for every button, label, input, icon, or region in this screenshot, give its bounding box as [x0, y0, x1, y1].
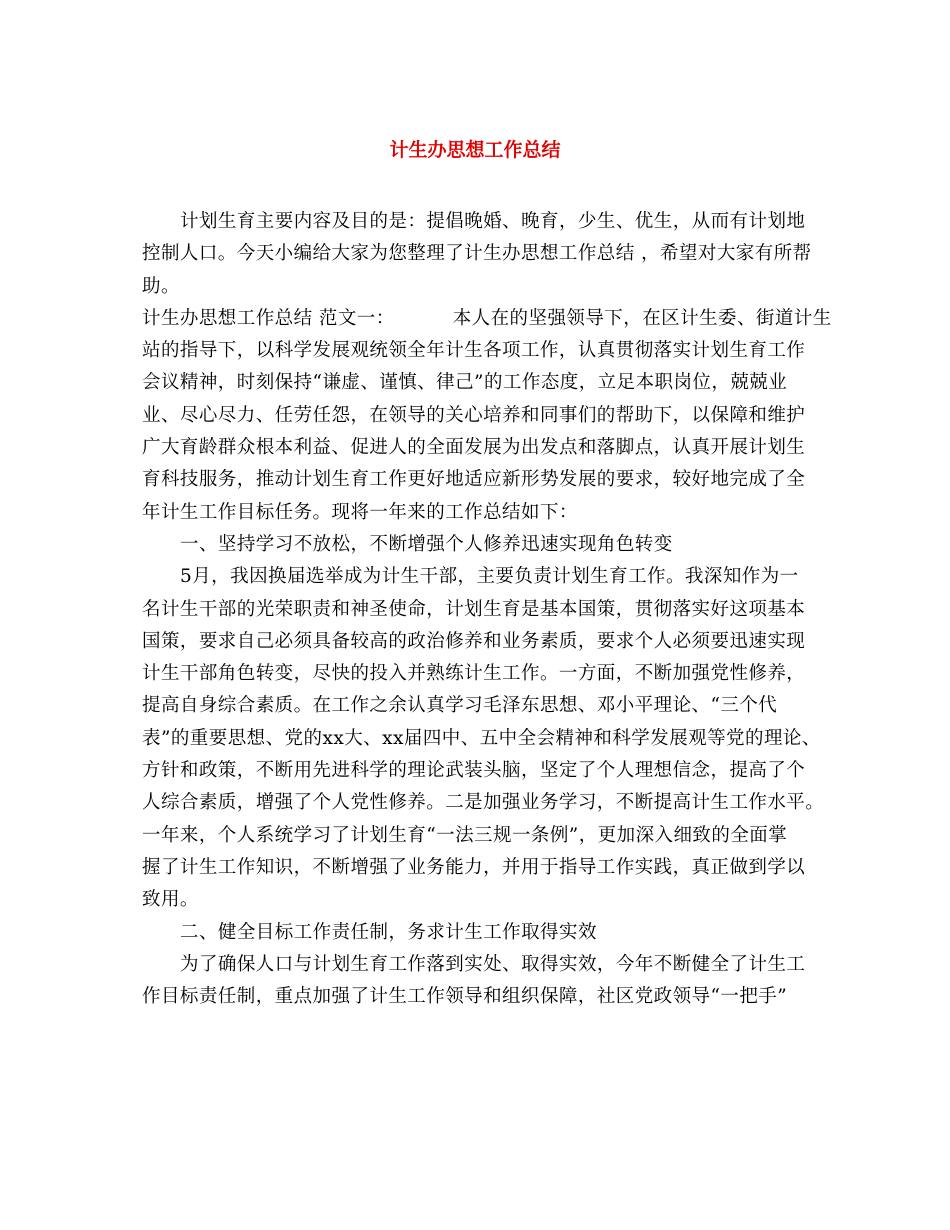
body-line: 致用。 [142, 889, 199, 911]
document-body [142, 206, 832, 1013]
body-line: 为了确保人口与计划生育工作落到实处、取得实效，今年不断健全了计生工 [180, 953, 806, 975]
body-line: 人综合素质，增强了个人党性修养。二是加强业务学习，不断提高计生工作水平。 [142, 792, 825, 814]
body-line: 站的指导下，以科学发展观统领全年计生各项工作，认真贯彻落实计划生育工作 [142, 340, 806, 362]
body-line: 5月，我因换届选举成为计生干部，主要负责计划生育工作。我深知作为一 [180, 566, 799, 588]
body-line: 计生干部角色转变，尽快的投入并熟练计生工作。一方面，不断加强党性修养， [142, 663, 806, 685]
body-line-heading: 计生办思想工作总结 范文一： [142, 307, 395, 329]
body-line: 育科技服务，推动计划生育工作更好地适应新形势发展的要求，较好地完成了全 [142, 469, 806, 491]
body-line: 名计生干部的光荣职责和神圣使命，计划生育是基本国策，贯彻落实好这项基本 [142, 598, 806, 620]
body-line: 方针和政策，不断用先进科学的理论武装头脑，坚定了个人理想信念，提高了个 [142, 760, 806, 782]
body-line: 握了计生工作知识，不断增强了业务能力，并用于指导工作实践，真正做到学以 [142, 856, 806, 878]
section-heading: 二、健全目标工作责任制，务求计生工作取得实效 [180, 921, 597, 943]
body-line-continuation: 本人在的坚强领导下，在区计生委、街道计生 [452, 307, 832, 329]
body-line: 助。 [142, 275, 180, 297]
body-line: 提高自身综合素质。在工作之余认真学习毛泽东思想、邓小平理论、“三个代 [142, 695, 778, 717]
document-title[interactable] [0, 137, 950, 163]
body-line: 一年来，个人系统学习了计划生育“一法三规一条例”，更加深入细致的全面掌 [142, 824, 788, 846]
body-line [142, 303, 832, 335]
body-line: 会议精神，时刻保持“谦虚、谨慎、律己”的工作态度，立足本职岗位，兢兢业 [142, 372, 788, 394]
body-line: 计划生育主要内容及目的是：提倡晚婚、晚育，少生、优生，从而有计划地 [180, 211, 806, 232]
body-line: 业、尽心尽力、任劳任怨，在领导的关心培养和同事们的帮助下，以保障和维护 [142, 404, 806, 426]
body-line: 国策，要求自己必须具备较高的政治修养和业务素质，要求个人必须要迅速实现 [142, 630, 806, 652]
body-line: 作目标责任制，重点加强了计生工作领导和组织保障，社区党政领导“一把手” [142, 986, 788, 1008]
body-line: 年计生工作目标任务。现将一年来的工作总结如下： [142, 501, 578, 523]
document-title-link[interactable]: 计生办思想工作总结 [389, 139, 561, 161]
body-line: 广大育龄群众根本利益、促进人的全面发展为出发点和落脚点，认真开展计划生 [142, 437, 806, 459]
body-line: 控制人口。今天小编给大家为您整理了计生办思想工作总结 ，希望对大家有所帮 [142, 243, 812, 265]
body-line: 表”的重要思想、党的xx大、xx届四中、五中全会精神和科学发展观等党的理论、 [142, 727, 821, 749]
section-heading: 一、坚持学习不放松，不断增强个人修养迅速实现角色转变 [180, 533, 673, 555]
